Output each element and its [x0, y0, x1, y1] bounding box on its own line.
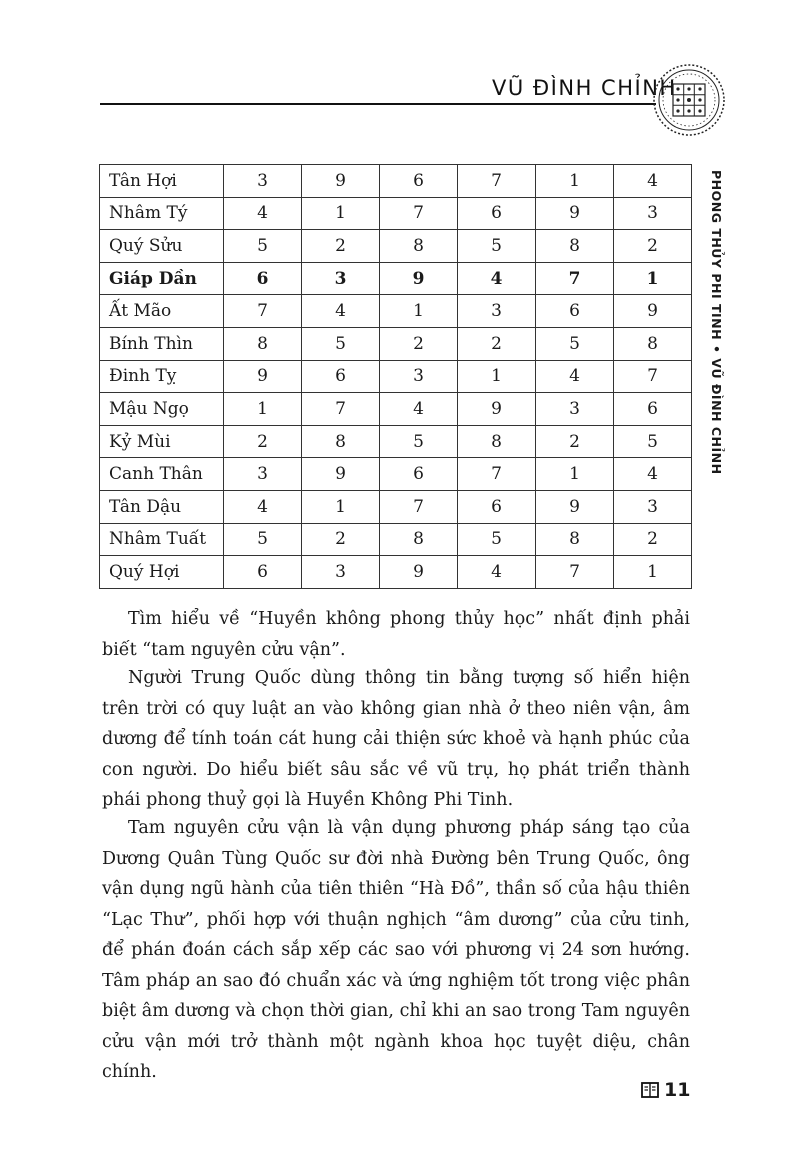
side-title-text: PHONG THỦY PHI TINH • VŨ ĐÌNH CHỈNH: [709, 170, 724, 475]
page-number: [640, 1079, 690, 1101]
value-cell: 9: [380, 556, 458, 589]
value-cell: 5: [224, 523, 302, 556]
year-star-table: [99, 164, 692, 589]
value-cell: 8: [302, 425, 380, 458]
value-cell: 9: [302, 458, 380, 491]
value-cell: 1: [224, 393, 302, 426]
value-cell: 3: [302, 262, 380, 295]
value-cell: 3: [614, 490, 692, 523]
row-name-cell: Quý Hợi: [100, 556, 224, 589]
value-cell: 1: [536, 165, 614, 198]
luoshu-seal-icon: [651, 62, 727, 138]
value-cell: 7: [614, 360, 692, 393]
value-cell: 6: [458, 197, 536, 230]
page-number-text: 11: [664, 1079, 691, 1101]
value-cell: 8: [536, 230, 614, 263]
value-cell: 1: [614, 262, 692, 295]
table-row: [100, 165, 692, 198]
value-cell: 1: [380, 295, 458, 328]
value-cell: 9: [380, 262, 458, 295]
value-cell: 6: [380, 165, 458, 198]
value-cell: 1: [302, 490, 380, 523]
value-cell: 2: [536, 425, 614, 458]
row-name-cell: Bính Thìn: [100, 327, 224, 360]
table-row: [100, 230, 692, 263]
value-cell: 2: [458, 327, 536, 360]
table-row: [100, 197, 692, 230]
value-cell: 3: [224, 165, 302, 198]
header-rule: [100, 103, 656, 105]
value-cell: 7: [380, 197, 458, 230]
value-cell: 8: [614, 327, 692, 360]
paragraph-3: Tam nguyên cửu vận là vận dụng phương pháp sáng tạo của Dương Quân Tùng Quốc sư đời nhà Đường bên Trung Quốc, ông vận dụng ngũ hành của tiên thiên “Hà Đồ”, thần số của hậu thiên “Lạc Thư”, phối hợp với thuận nghịch “âm dương” của cửu tinh, để phán đoán cách sắp xếp các sao với phương vị 24 sơn hướng. Tâm pháp an sao đó chuẩn xác và ứng nghiệm tốt trong việc phân biệt âm dương và chọn thời gian, chỉ khi an sao trong Tam nguyên cửu vận mới trở thành một ngành khoa học tuyệt diệu, chân chính.: [102, 818, 690, 1082]
row-name-cell: Đinh Tỵ: [100, 360, 224, 393]
row-name-cell: Mậu Ngọ: [100, 393, 224, 426]
header-author: VŨ ĐÌNH CHỈNH: [492, 76, 677, 100]
value-cell: 2: [224, 425, 302, 458]
value-cell: 2: [614, 523, 692, 556]
row-name-cell: Quý Sửu: [100, 230, 224, 263]
value-cell: 6: [302, 360, 380, 393]
table-row: [100, 523, 692, 556]
value-cell: 7: [536, 556, 614, 589]
value-cell: 9: [224, 360, 302, 393]
value-cell: 8: [458, 425, 536, 458]
table-row: [100, 490, 692, 523]
value-cell: 7: [458, 165, 536, 198]
value-cell: 5: [458, 230, 536, 263]
table-row: [100, 425, 692, 458]
value-cell: 1: [458, 360, 536, 393]
value-cell: 1: [614, 556, 692, 589]
row-name-cell: Canh Thân: [100, 458, 224, 491]
value-cell: 7: [224, 295, 302, 328]
value-cell: 3: [458, 295, 536, 328]
value-cell: 6: [614, 393, 692, 426]
row-name-cell: Nhâm Tuất: [100, 523, 224, 556]
value-cell: 2: [302, 523, 380, 556]
value-cell: 8: [224, 327, 302, 360]
paragraph-1: Tìm hiểu về “Huyền không phong thủy học” nhất định phải biết “tam nguyên cửu vận”.: [102, 609, 690, 660]
value-cell: 9: [536, 197, 614, 230]
value-cell: 7: [458, 458, 536, 491]
row-name-cell: Tân Dậu: [100, 490, 224, 523]
value-cell: 5: [302, 327, 380, 360]
value-cell: 3: [224, 458, 302, 491]
value-cell: 5: [224, 230, 302, 263]
row-name-cell: Ất Mão: [100, 295, 224, 328]
value-cell: 3: [614, 197, 692, 230]
value-cell: 5: [614, 425, 692, 458]
book-seal-icon: [640, 1080, 660, 1100]
value-cell: 7: [536, 262, 614, 295]
value-cell: 9: [614, 295, 692, 328]
table-row: [100, 393, 692, 426]
row-name-cell: Giáp Dần: [100, 262, 224, 295]
value-cell: 4: [614, 165, 692, 198]
value-cell: 4: [458, 556, 536, 589]
value-cell: 3: [536, 393, 614, 426]
table-row: [100, 262, 692, 295]
value-cell: 6: [536, 295, 614, 328]
value-cell: 6: [224, 556, 302, 589]
value-cell: 2: [302, 230, 380, 263]
value-cell: 3: [302, 556, 380, 589]
value-cell: 9: [536, 490, 614, 523]
value-cell: 2: [380, 327, 458, 360]
value-cell: 1: [302, 197, 380, 230]
value-cell: 7: [380, 490, 458, 523]
paragraph-2: Người Trung Quốc dùng thông tin bằng tượng số hiển hiện trên trời có quy luật an vào không gian nhà ở theo niên vận, âm dương để tính toán cát hung cải thiện sức khoẻ và hạnh phúc của con người. Do hiểu biết sâu sắc về vũ trụ, họ phát triển thành phái phong thuỷ gọi là Huyền Không Phi Tinh.: [102, 668, 690, 810]
row-name-cell: Nhâm Tý: [100, 197, 224, 230]
value-cell: 5: [380, 425, 458, 458]
value-cell: 2: [614, 230, 692, 263]
table-row: [100, 327, 692, 360]
table-row: [100, 295, 692, 328]
value-cell: 4: [380, 393, 458, 426]
value-cell: 8: [380, 230, 458, 263]
value-cell: 4: [302, 295, 380, 328]
side-running-title: [700, 170, 728, 475]
value-cell: 5: [458, 523, 536, 556]
value-cell: 9: [302, 165, 380, 198]
table-row: [100, 556, 692, 589]
value-cell: 3: [380, 360, 458, 393]
value-cell: 6: [380, 458, 458, 491]
value-cell: 4: [458, 262, 536, 295]
row-name-cell: Tân Hợi: [100, 165, 224, 198]
value-cell: 4: [536, 360, 614, 393]
value-cell: 8: [536, 523, 614, 556]
value-cell: 4: [224, 197, 302, 230]
value-cell: 6: [458, 490, 536, 523]
value-cell: 6: [224, 262, 302, 295]
value-cell: 5: [536, 327, 614, 360]
value-cell: 1: [536, 458, 614, 491]
value-cell: 9: [458, 393, 536, 426]
table-row: [100, 458, 692, 491]
value-cell: 4: [224, 490, 302, 523]
value-cell: 7: [302, 393, 380, 426]
value-cell: 4: [614, 458, 692, 491]
row-name-cell: Kỷ Mùi: [100, 425, 224, 458]
table-row: [100, 360, 692, 393]
value-cell: 8: [380, 523, 458, 556]
